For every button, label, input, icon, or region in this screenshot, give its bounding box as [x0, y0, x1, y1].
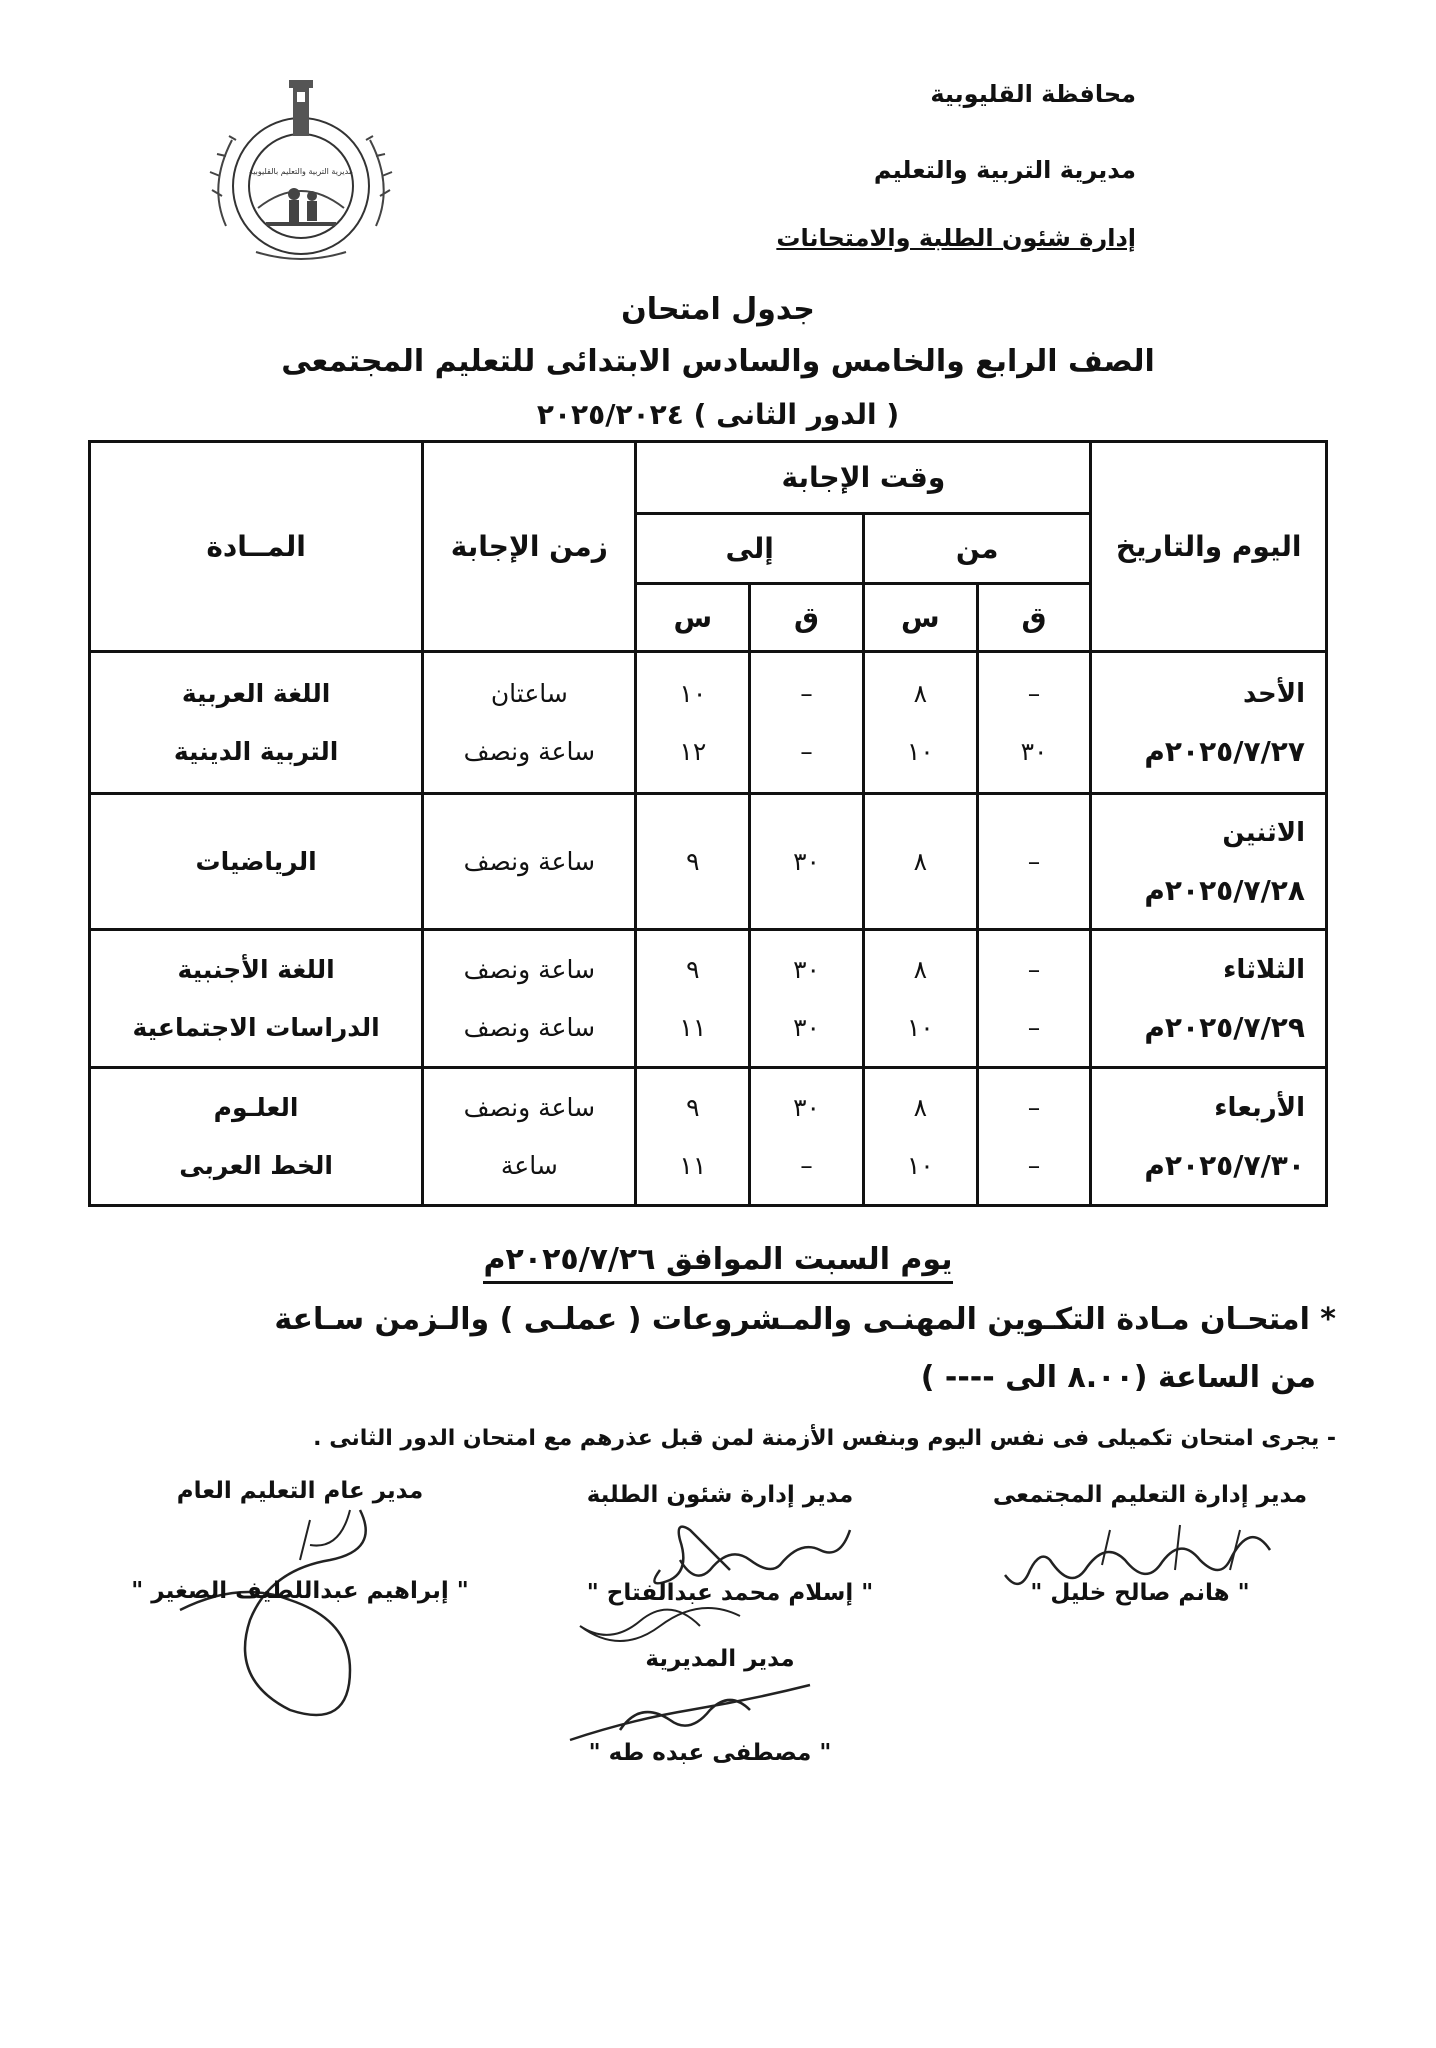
from-hour: ١٠	[906, 1012, 934, 1042]
header-from: من	[863, 514, 1090, 584]
practical-exam-note: * امتحـان مـادة التكـوين المهنـى والمـشروعات ( عملـى ) والـزمن سـاعة	[274, 1302, 1336, 1337]
day-date: ٢٠٢٥/٧/٢٨م	[1144, 873, 1305, 907]
day-name: الأربعاء	[1214, 1092, 1305, 1123]
table-row	[90, 652, 1327, 794]
from-minute: –	[1027, 1092, 1041, 1122]
to-minute: ٣٠	[750, 794, 864, 930]
practical-exam-time: من الساعة (٨.٠٠ الى ---- )	[920, 1360, 1316, 1395]
svg-text:مديرية التربية والتعليم بالقلي: مديرية التربية والتعليم بالقليوبية	[248, 167, 354, 176]
from-minute: –	[1027, 1012, 1041, 1042]
day-name: الثلاثاء	[1223, 954, 1305, 985]
subject: التربية الدينية	[173, 736, 339, 766]
to-minute: ٣٠	[793, 1092, 820, 1122]
directorate-label: مديرية التربية والتعليم	[873, 156, 1136, 184]
from-hour: ١٠	[906, 736, 934, 766]
general-manager-signature	[110, 1480, 430, 1740]
students-manager-signature	[600, 1510, 880, 1590]
header-from-minute: ق	[977, 584, 1091, 652]
to-hour: ١١	[679, 1150, 707, 1180]
from-hour: ١٠	[906, 1150, 934, 1180]
from-minute: –	[1027, 678, 1041, 708]
community-manager-title: مدير إدارة التعليم المجتمعى	[992, 1482, 1308, 1508]
governorate-label: محافظة القليوبية	[930, 80, 1136, 108]
general-manager-name: " إبراهيم عبداللطيف الصغير "	[131, 1578, 469, 1604]
day-date: ٢٠٢٥/٧/٣٠م	[1144, 1148, 1305, 1182]
from-minute: –	[977, 794, 1091, 930]
from-hour: ٨	[913, 1092, 927, 1122]
subject: الرياضيات	[90, 794, 423, 930]
table-row	[90, 1068, 1327, 1206]
from-hour: ٨	[863, 794, 977, 930]
to-hour: ١٠	[679, 678, 707, 708]
to-minute: –	[800, 678, 813, 708]
directorate-logo	[196, 76, 406, 266]
duration: ساعة ونصف	[423, 794, 636, 930]
duration: ساعتان	[490, 678, 568, 708]
general-manager-title: مدير عام التعليم العام	[176, 1478, 424, 1504]
exam-schedule-table	[88, 440, 1328, 1207]
session-title: ( الدور الثانى ) ٢٠٢٥/٢٠٢٤	[536, 398, 900, 431]
grade-title: الصف الرابع والخامس والسادس الابتدائى للتعليم المجتمعى	[281, 344, 1155, 379]
header-to: إلى	[636, 514, 863, 584]
header-duration: زمن الإجابة	[423, 442, 636, 652]
to-hour: ٩	[686, 1092, 700, 1122]
subject: اللغة الأجنبية	[177, 954, 335, 984]
community-manager-name: " هانم صالح خليل "	[1030, 1580, 1250, 1606]
from-hour: ٨	[913, 954, 927, 984]
department-label: إدارة شئون الطلبة والامتحانات	[776, 224, 1136, 252]
header-day-date: اليوم والتاريخ	[1091, 442, 1327, 652]
to-hour: ١٢	[679, 736, 707, 766]
duration: ساعة ونصف	[463, 954, 596, 984]
table-row	[90, 930, 1327, 1068]
students-manager-title: مدير إدارة شئون الطلبة	[586, 1482, 854, 1508]
page-title: جدول امتحان	[621, 292, 815, 327]
subject: الخط العربى	[179, 1150, 333, 1180]
subject: العلـوم	[213, 1092, 299, 1122]
duration: ساعة ونصف	[463, 1012, 596, 1042]
to-hour: ٩	[686, 954, 700, 984]
day-date: ٢٠٢٥/٧/٢٧م	[1144, 734, 1305, 768]
supplementary-exam-note: - يجرى امتحان تكميلى فى نفس اليوم وبنفس الأزمنة لمن قبل عذرهم مع امتحان الدور الثانى .	[313, 1426, 1336, 1451]
table-row	[90, 794, 1327, 930]
header-to-minute: ق	[750, 584, 864, 652]
to-minute: –	[800, 736, 813, 766]
directorate-manager-name: " مصطفى عبده طه "	[588, 1740, 832, 1766]
saturday-note: يوم السبت الموافق ٢٠٢٥/٧/٢٦م	[483, 1242, 952, 1284]
header-to-hour: س	[636, 584, 750, 652]
day-name: الأحد	[1242, 678, 1305, 709]
to-minute: ٣٠	[793, 1012, 820, 1042]
header-subject: المــادة	[90, 442, 423, 652]
from-minute: –	[1027, 1150, 1041, 1180]
header-answer-time: وقت الإجابة	[636, 442, 1091, 514]
duration: ساعة	[500, 1150, 558, 1180]
day-date: ٢٠٢٥/٧/٢٩م	[1144, 1010, 1305, 1044]
header-from-hour: س	[863, 584, 977, 652]
day-name: الاثنين	[1222, 817, 1305, 848]
to-minute: ٣٠	[793, 954, 820, 984]
students-manager-name: " إسلام محمد عبدالفتاح "	[586, 1580, 874, 1606]
directorate-manager-title: مدير المديرية	[645, 1646, 795, 1672]
subject: اللغة العربية	[181, 678, 331, 708]
from-minute: ٣٠	[1020, 736, 1048, 766]
duration: ساعة ونصف	[463, 736, 596, 766]
to-hour: ٩	[636, 794, 750, 930]
to-hour: ١١	[679, 1012, 707, 1042]
from-minute: –	[1027, 954, 1041, 984]
duration: ساعة ونصف	[463, 1092, 596, 1122]
from-hour: ٨	[913, 678, 927, 708]
subject: الدراسات الاجتماعية	[132, 1012, 380, 1042]
to-minute: –	[800, 1150, 813, 1180]
